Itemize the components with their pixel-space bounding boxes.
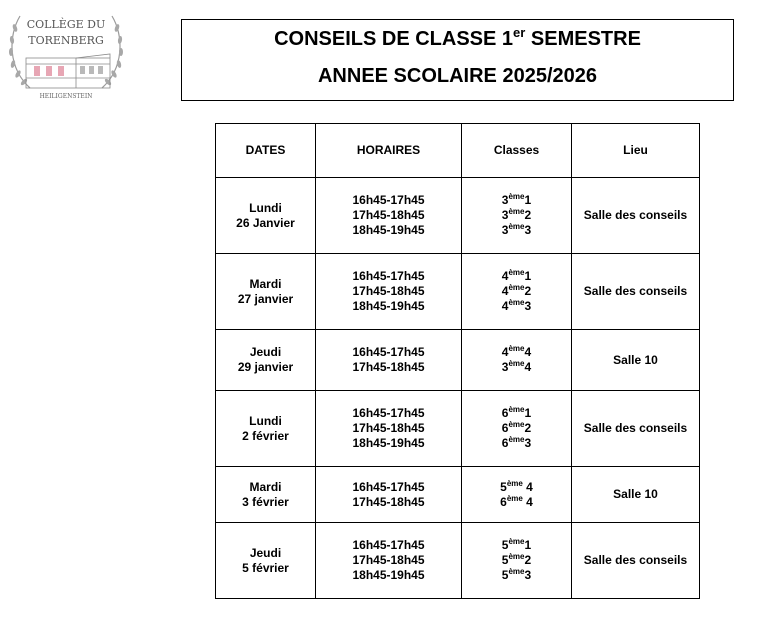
class-label: 6ème3 [501,435,532,450]
day-name: Jeudi [249,345,282,359]
date-cell [216,467,316,523]
date-text: 5 février [242,560,289,575]
horaires-cell [316,391,462,467]
table-row [216,523,700,599]
time-slot: 17h45-18h45 [352,421,425,435]
day-name: Mardi [249,276,282,291]
time-slot: 17h45-18h45 [352,553,425,567]
class-label: 3ème4 [501,359,532,374]
time-slot: 16h45-17h45 [352,479,425,494]
date-text: 2 février [242,428,289,443]
table-row [216,330,700,391]
classes-cell [462,254,572,330]
classes-cell [462,467,572,523]
svg-text:COLLÈGE DU: COLLÈGE DU [26,18,106,31]
time-slot: 16h45-17h45 [352,538,425,552]
header-horaires: HORAIRES [316,124,462,178]
lieu-cell: Salle des conseils [572,254,700,330]
title-line-2: ANNEE SCOLAIRE 2025/2026 [317,65,597,87]
date-cell [216,523,316,599]
table-row [216,467,700,523]
svg-text:TORENBERG: TORENBERG [28,34,104,47]
class-label: 6ème2 [501,420,532,435]
class-label: 4ème3 [501,298,532,313]
class-label: 3ème1 [501,192,532,207]
date-text: 29 janvier [237,360,294,374]
time-slot: 16h45-17h45 [352,193,425,207]
time-slot: 18h45-19h45 [352,436,425,450]
lieu-cell: Salle des conseils [572,391,700,467]
table-header-row [216,124,700,178]
time-slot: 17h45-18h45 [352,360,425,374]
college-logo [6,6,126,102]
title-box [181,19,734,101]
time-slot: 17h45-18h45 [352,208,425,222]
class-label: 6ème 4 [500,493,533,509]
table-row [216,254,700,330]
header-classes: Classes [462,124,572,178]
header-dates: DATES [216,124,316,178]
horaires-cell [316,178,462,254]
table-row [216,178,700,254]
date-text: 3 février [242,494,289,509]
time-slot: 18h45-19h45 [352,568,425,582]
classes-cell [462,391,572,467]
class-label: 3ème3 [501,222,532,237]
title-line-1: CONSEILS DE CLASSE 1er SEMESTRE [274,25,641,50]
classes-cell [462,178,572,254]
lieu-cell: Salle 10 [572,330,700,391]
class-label: 5ème 4 [500,478,533,494]
date-text: 26 Janvier [236,215,295,230]
class-label: 4ème4 [501,344,532,359]
date-cell [216,254,316,330]
date-cell [216,391,316,467]
day-name: Lundi [249,200,282,215]
time-slot: 18h45-19h45 [352,299,425,313]
horaires-cell [316,523,462,599]
horaires-cell [316,467,462,523]
time-slot: 16h45-17h45 [352,406,425,420]
horaires-cell [316,254,462,330]
time-slot: 16h45-17h45 [352,345,425,359]
class-label: 3ème2 [501,207,532,222]
date-cell [216,330,316,391]
time-slot: 17h45-18h45 [352,494,425,509]
class-label: 5ème3 [501,567,532,582]
classes-cell [462,330,572,391]
table-row [216,391,700,467]
day-name: Lundi [249,413,282,428]
class-label: 4ème2 [501,283,532,298]
lieu-cell: Salle des conseils [572,523,700,599]
day-name: Jeudi [249,545,282,560]
class-label: 5ème2 [501,552,532,567]
time-slot: 16h45-17h45 [352,269,425,283]
header-lieu: Lieu [572,124,700,178]
time-slot: 17h45-18h45 [352,284,425,298]
class-label: 5ème1 [501,537,532,552]
schedule-table [215,123,700,599]
date-text: 27 janvier [237,291,294,306]
day-name: Mardi [249,479,282,494]
time-slot: 18h45-19h45 [352,223,425,237]
lieu-cell: Salle 10 [572,467,700,523]
class-label: 6ème1 [501,405,532,420]
class-label: 4ème1 [501,268,532,283]
date-cell [216,178,316,254]
classes-cell [462,523,572,599]
horaires-cell [316,330,462,391]
svg-text:HEILIGENSTEIN: HEILIGENSTEIN [39,93,93,100]
lieu-cell: Salle des conseils [572,178,700,254]
